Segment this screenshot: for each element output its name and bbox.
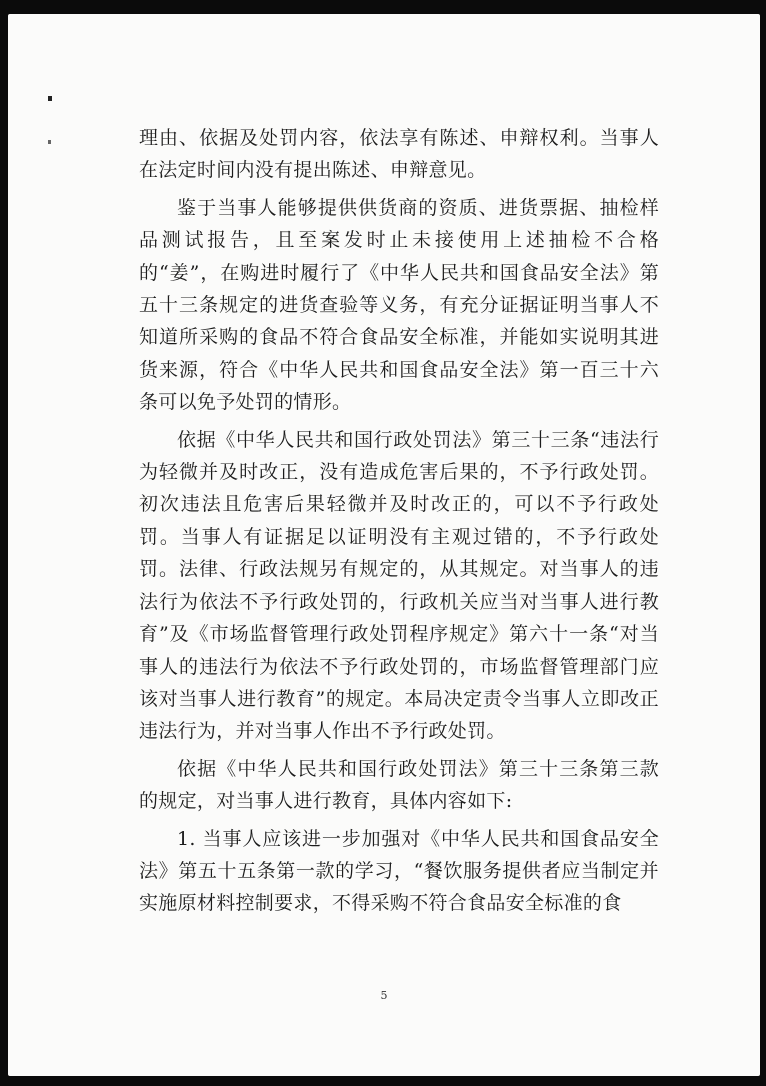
scan-artifact bbox=[48, 140, 51, 144]
page-number: 5 bbox=[380, 989, 388, 1002]
document-body bbox=[139, 122, 659, 925]
paper-sheet bbox=[8, 14, 760, 1076]
paragraph-continuation: 理由、依据及处罚内容，依法享有陈述、申辩权利。当事人在法定时间内没有提出陈述、申辩意见。 bbox=[139, 127, 659, 182]
paragraph-education-basis: 依据《中华人民共和国行政处罚法》第三十三条第三款的规定，对当事人进行教育，具体内容如下: bbox=[139, 757, 659, 813]
paragraph-legal-basis: 依据《中华人民共和国行政处罚法》第三十三条“违法行为轻微并及时改正，没有造成危害后果的，不予行政处罚。初次违法且危害后果轻微并及时改正的，可以不予行政处罚。当事人有证据足以证明没有主观过错的，不予行政处罚。法律、行政法规另有规定的，从其规定。对当事人的违法行为依法不予行政处罚的，行政机关应当对当事人进行教育”及《市场监督管理行政处罚程序规定》第六十一条“对当事人的违法行为依法不予行政处罚的，市场监督管理部门应该对当事人进行教育”的规定。本局决定责令当事人立即改正违法行为，并对当事人作出不予行政处罚。 bbox=[139, 428, 659, 743]
scan-artifact bbox=[48, 96, 52, 101]
paragraph-education-item-1: 1. 当事人应该进一步加强对《中华人民共和国食品安全法》第五十五条第一款的学习，“餐饮服务提供者应当制定并实施原材料控制要求，不得采购不符合食品安全标准的食 bbox=[139, 827, 659, 915]
paragraph-exemption-grounds: 鉴于当事人能够提供供货商的资质、进货票据、抽检样品测试报告，且至案发时止未接使用上述抽检不合格的“姜”，在购进时履行了《中华人民共和国食品安全法》第五十三条规定的进货查验等义务，有充分证据证明当事人不知道所采购的食品不符合食品安全标准，并能如实说明其进货来源，符合《中华人民共和国食品安全法》第一百三十六条可以免予处罚的情形。 bbox=[139, 196, 659, 414]
